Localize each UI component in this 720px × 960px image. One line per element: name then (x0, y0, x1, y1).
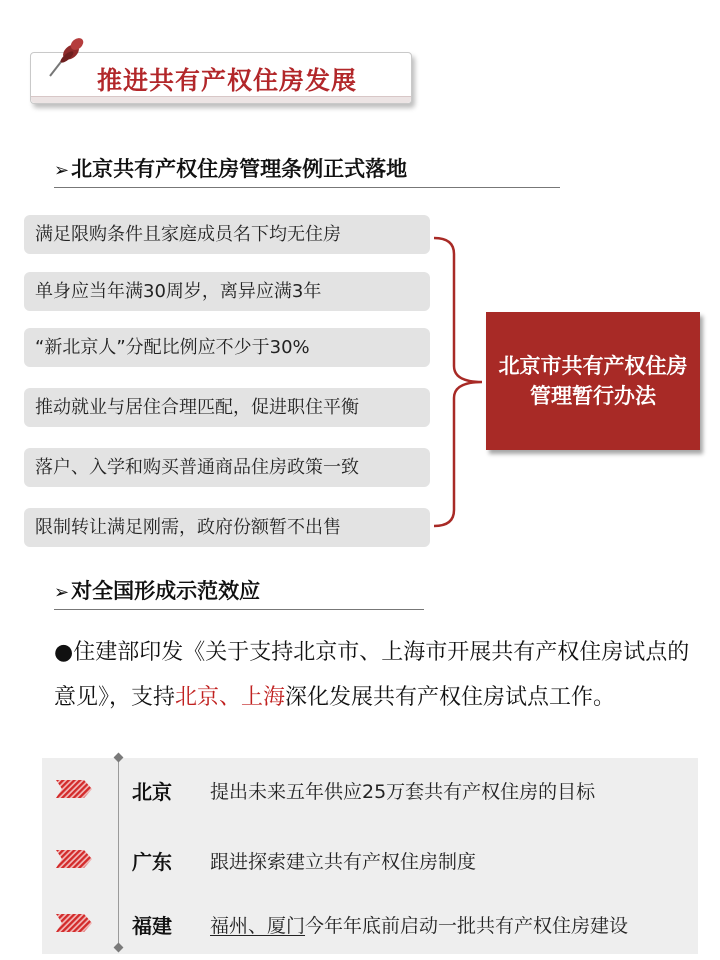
city-row-beijing (42, 768, 698, 808)
condition-item: 单身应当年满30周岁，离异应满3年 (24, 272, 430, 311)
condition-item: 限制转让满足刚需，政府份额暂不出售 (24, 508, 430, 547)
city-description (210, 911, 628, 938)
city-row-fujian (42, 902, 698, 942)
section-heading-text: 北京共有产权住房管理条例正式落地 (71, 157, 408, 181)
policy-title-box (486, 312, 700, 450)
striped-chevron-icon (56, 850, 92, 868)
page-title: 推进共有产权住房发展 (97, 66, 358, 95)
section-heading-national-effect (54, 575, 424, 610)
policy-paragraph (54, 630, 699, 720)
policy-title: 北京市共有产权住房管理暂行办法 (498, 354, 688, 408)
curly-bracket (432, 234, 488, 530)
condition-item: 满足限购条件且家庭成员名下均无住房 (24, 215, 430, 254)
condition-item: 推动就业与居住合理匹配，促进职住平衡 (24, 388, 430, 427)
city-description (210, 777, 595, 804)
city-name: 广东 (132, 850, 172, 874)
striped-chevron-icon (56, 780, 92, 798)
city-desc-text: 今年年底前启动一批共有产权住房建设 (305, 915, 629, 937)
city-name: 福建 (132, 914, 172, 938)
bullet-dot: ● (54, 640, 74, 665)
banner-underbar (31, 96, 411, 103)
striped-chevron-icon (56, 914, 92, 932)
city-description (210, 847, 476, 874)
city-desc-text: 提出未来五年供应25万套共有产权住房的目标 (210, 781, 596, 803)
paragraph-highlight: 北京、上海 (175, 685, 286, 710)
condition-item: “新北京人”分配比例应不少于30% (24, 328, 430, 367)
city-desc-underlined: 福州、厦门 (210, 915, 306, 937)
section-heading-beijing-regulation (54, 153, 560, 188)
condition-item: 落户、入学和购买普通商品住房政策一致 (24, 448, 430, 487)
section-heading-text: 对全国形成示范效应 (71, 579, 261, 603)
paragraph-text-part2: 深化发展共有产权住房试点工作。 (285, 685, 616, 710)
city-name: 北京 (132, 780, 172, 804)
arrowhead-icon: ➢ (54, 160, 70, 181)
paragraph-text-part1: 住建部印发《关于支持北京市、上海市开展共有产权住房试点的意见》，支持 (54, 640, 690, 710)
city-desc-text: 跟进探索建立共有产权住房制度 (210, 851, 477, 873)
arrowhead-icon: ➢ (54, 582, 70, 603)
push-pin-icon (40, 32, 92, 84)
city-row-guangdong (42, 838, 698, 878)
